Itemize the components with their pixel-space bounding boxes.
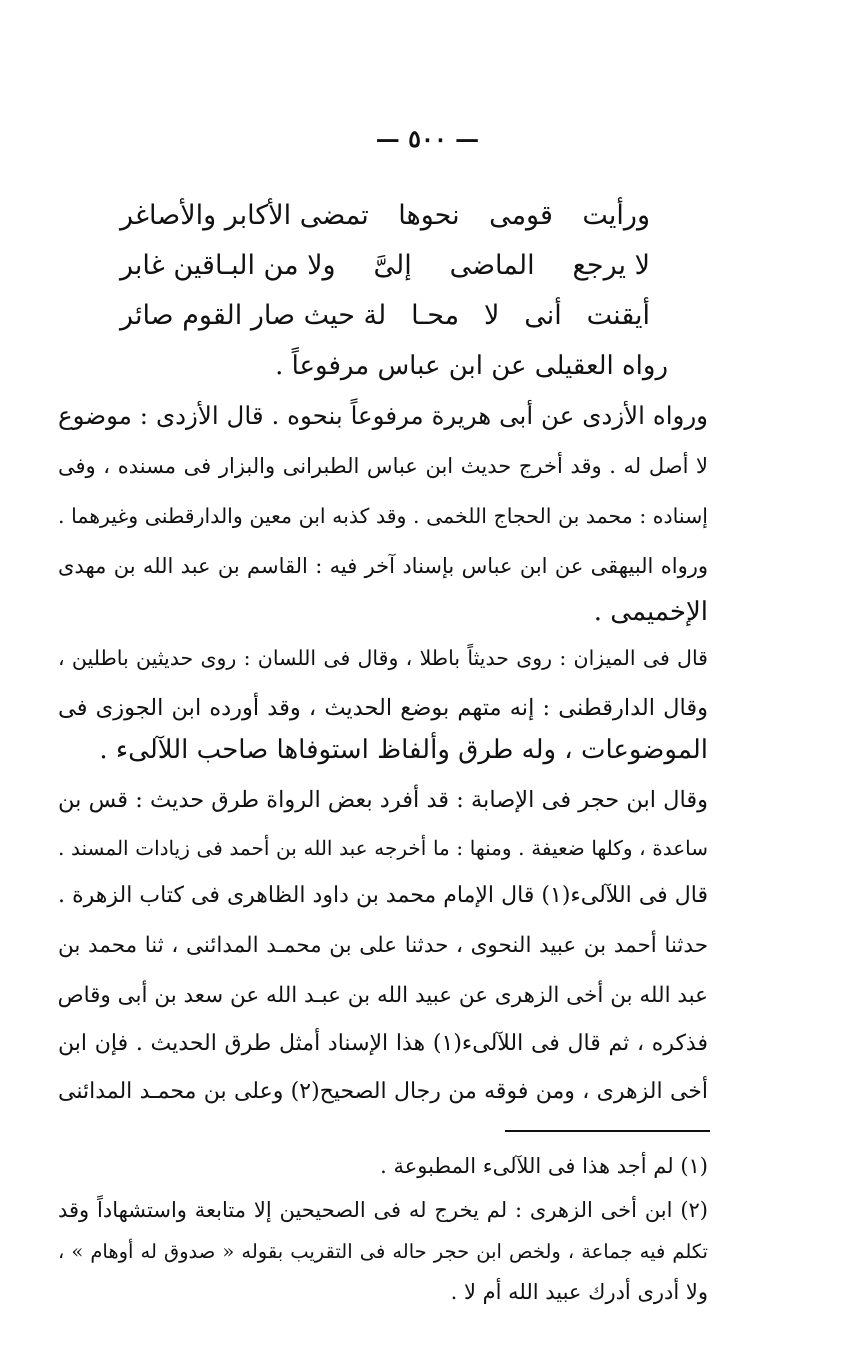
verse-word: أيقنت [586,300,650,331]
verse-word: لا [484,300,500,331]
body-line: أخى الزهرى ، ومن فوقه من رجال الصحيح(٢) وعلى بن محمـد المدائنى [58,1079,708,1104]
footnote-divider [505,1130,710,1132]
body-line: فذكره ، ثم قال فى اللآلىء(١) هذا الإسناد أمثل طرق الحديث . فإن ابن [58,1031,708,1056]
body-line: قال فى الميزان : روى حديثاً باطلا ، وقال فى اللسان : روى حديثين باطلين ، [58,646,708,670]
body-line: عبد الله بن أخى الزهرى عن عبيد الله بن عبـد الله عن سعد بن أبى وقاص [58,983,708,1008]
body-line: ساعدة ، وكلها ضعيفة . ومنها : ما أخرجه عبد الله بن أحمد فى زيادات المسند . [58,836,708,860]
footnote-2: (٢) ابن أخى الزهرى : لم يخرج له فى الصحيحين إلا متابعة واستشهاداً وقد [58,1198,708,1222]
footnote-2-cont: تكلم فيه جماعة ، ولخص ابن حجر حاله فى التقريب بقوله « صدوق له أوهام » ، [58,1240,708,1263]
poem-verse-1 [120,196,650,236]
poem-verse-2 [120,246,650,286]
poem-verse-3 [120,296,650,336]
verse-word: ورأيت [582,200,650,231]
body-line: رواه العقيلى عن ابن عباس مرفوعاً . [275,351,668,381]
body-line: لا أصل له . وقد أخرج حديث ابن عباس الطبرانى والبزار فى مسنده ، وفى [58,454,708,478]
body-line: ورواه الأزدى عن أبى هريرة مرفوعاً بنحوه . قال الأزدى : موضوع [58,401,708,430]
body-line: إسناده : محمد بن الحجاج اللخمى . وقد كذبه ابن معين والدارقطنى وغيرهما . [58,504,708,528]
verse-word: لا يرجع [572,250,650,281]
body-line: وقال الدارقطنى : إنه متهم بوضع الحديث ، وقد أورده ابن الجوزى فى [58,695,708,721]
verse-word: ولا من البـاقين غابر [120,250,336,281]
verse-word: تمضى الأكابر والأصاغر [120,200,369,231]
page-number: — ٥٠٠ — [375,124,480,153]
body-line: الموضوعات ، وله طرق وألفاظ استوفاها صاحب اللآلىء . [99,735,708,765]
verse-word: نحوها [398,200,460,231]
body-line: وقال ابن حجر فى الإصابة : قد أفرد بعض الرواة طرق حديث : قس بن [58,787,708,813]
verse-word: إلىَّ [373,250,412,281]
footnote-1: (١) لم أجد هذا فى اللآلىء المطبوعة . [380,1154,708,1178]
footnote-2-end: ولا أدرى أدرك عبيد الله أم لا . [450,1280,708,1304]
verse-word: لة حيث صار القوم صائر [120,300,387,331]
body-line: ورواه البيهقى عن ابن عباس بإسناد آخر فيه : القاسم بن عبد الله بن مهدى [58,554,708,578]
body-line: قال فى اللآلىء(١) قال الإمام محمد بن داود الظاهرى فى كتاب الزهرة . [58,883,708,908]
body-line: حدثنا أحمد بن عبيد النحوى ، حدثنا على بن محمـد المدائنى ، ثنا محمد بن [58,933,708,958]
verse-word: الماضى [449,250,535,281]
verse-word: أنى [524,300,562,331]
body-line: الإخميمى . [593,597,708,627]
verse-word: محـا [411,300,460,331]
verse-word: قومى [489,200,553,231]
